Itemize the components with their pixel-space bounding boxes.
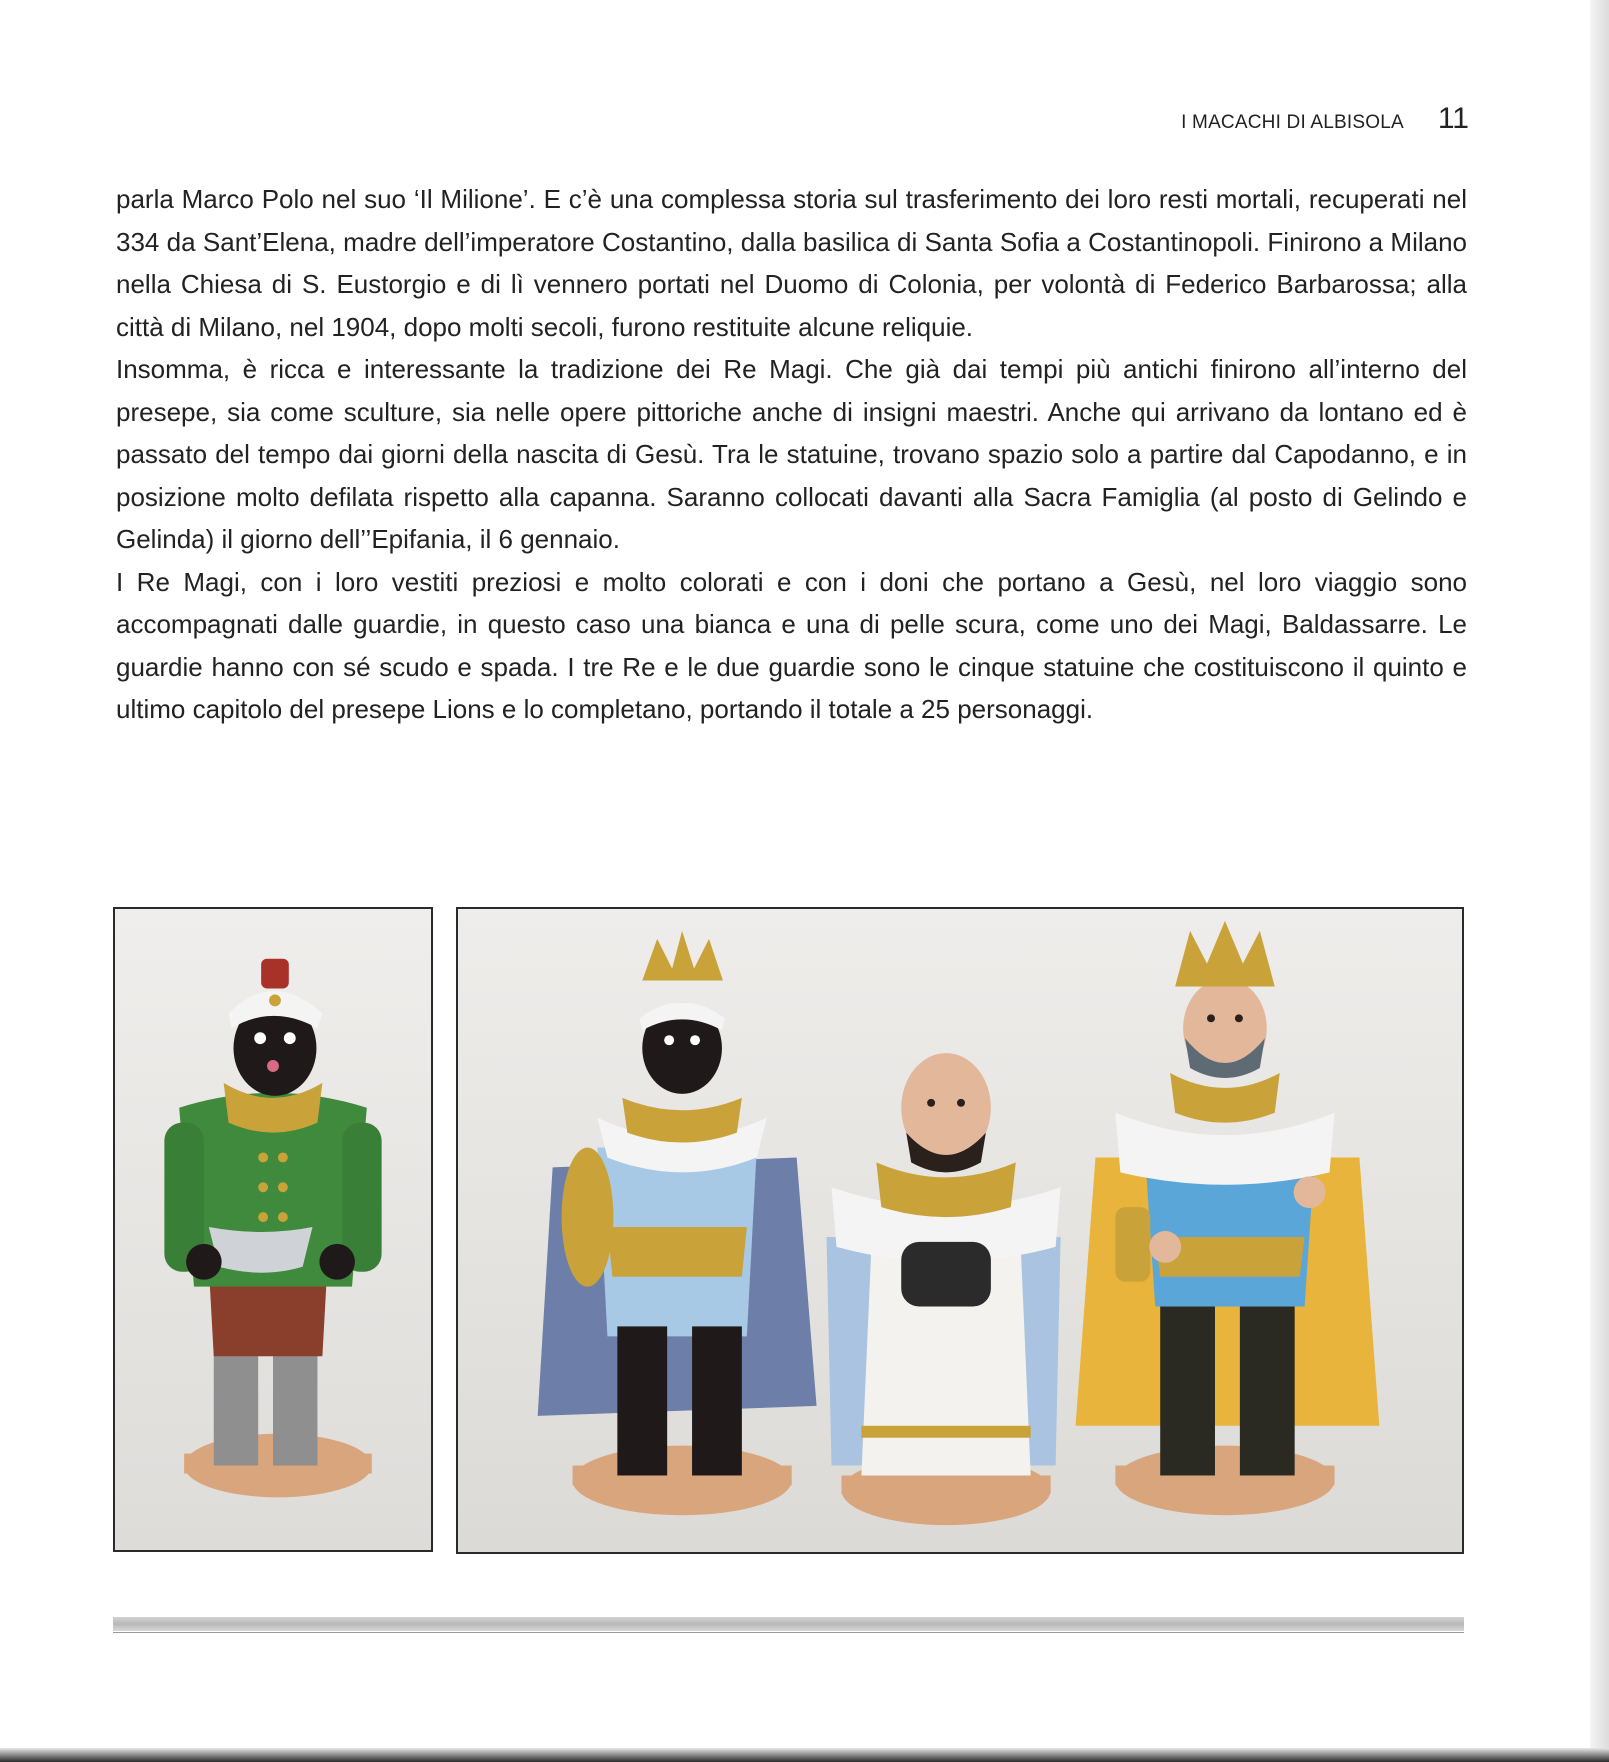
photo-guard-figurine <box>113 907 433 1552</box>
footer-rule <box>113 1617 1464 1631</box>
paragraph-3: I Re Magi, con i loro vestiti preziosi e molto colorati e con i doni che portano a Gesù, nel loro viaggio sono accompagnati dalle guardie, in questo caso una bianca e una di pelle scura, come uno dei Magi, Baldassarre. Le guardie hanno con sé scudo e spada. I tre Re e le due guardie sono le cinque statuine che costituiscono il quinto e ultimo capitolo del presepe Lions e lo completano, portando il totale a 25 personaggi. <box>116 566 1467 724</box>
guard-figurine-illustration <box>115 909 431 1550</box>
running-header <box>1181 102 1469 136</box>
page-edge-shadow <box>1590 0 1609 1762</box>
running-title: I MACACHI DI ALBISOLA <box>1181 112 1404 133</box>
paragraph-2: Insomma, è ricca e interessante la tradizione dei Re Magi. Che già dai tempi più antichi finirono all’interno del presepe, sia come sculture, sia nelle opere pittoriche anche di insigni maestri. Anche qui arrivano da lontano ed è passato del tempo dai giorni della nascita di Gesù. Tra le statuine, trovano spazio solo a partire dal Capodanno, e in posizione molto defilata rispetto alla capanna. Saranno collocati davanti alla Sacra Famiglia (al posto di Gelindo e Gelinda) il giorno dell’’Epifania, il 6 gennaio. <box>116 354 1467 554</box>
body-text <box>116 178 1467 731</box>
page-bottom-shadow <box>0 1748 1609 1762</box>
paragraph-1: parla Marco Polo nel suo ‘Il Milione’. E c’è una complessa storia sul trasferimento dei loro resti mortali, recuperati nel 334 da Sant’Elena, madre dell’imperatore Costantino, dalla basilica di Santa Sofia a Costantinopoli. Finirono a Milano nella Chiesa di S. Eustorgio e di lì vennero portati nel Duomo di Colonia, per volontà di Federico Barbarossa; alla città di Milano, nel 1904, dopo molti secoli, furono restituite alcune reliquie. <box>116 184 1467 342</box>
three-kings-illustration <box>458 909 1462 1552</box>
page-number: 11 <box>1437 102 1469 135</box>
photo-three-kings <box>456 907 1464 1554</box>
